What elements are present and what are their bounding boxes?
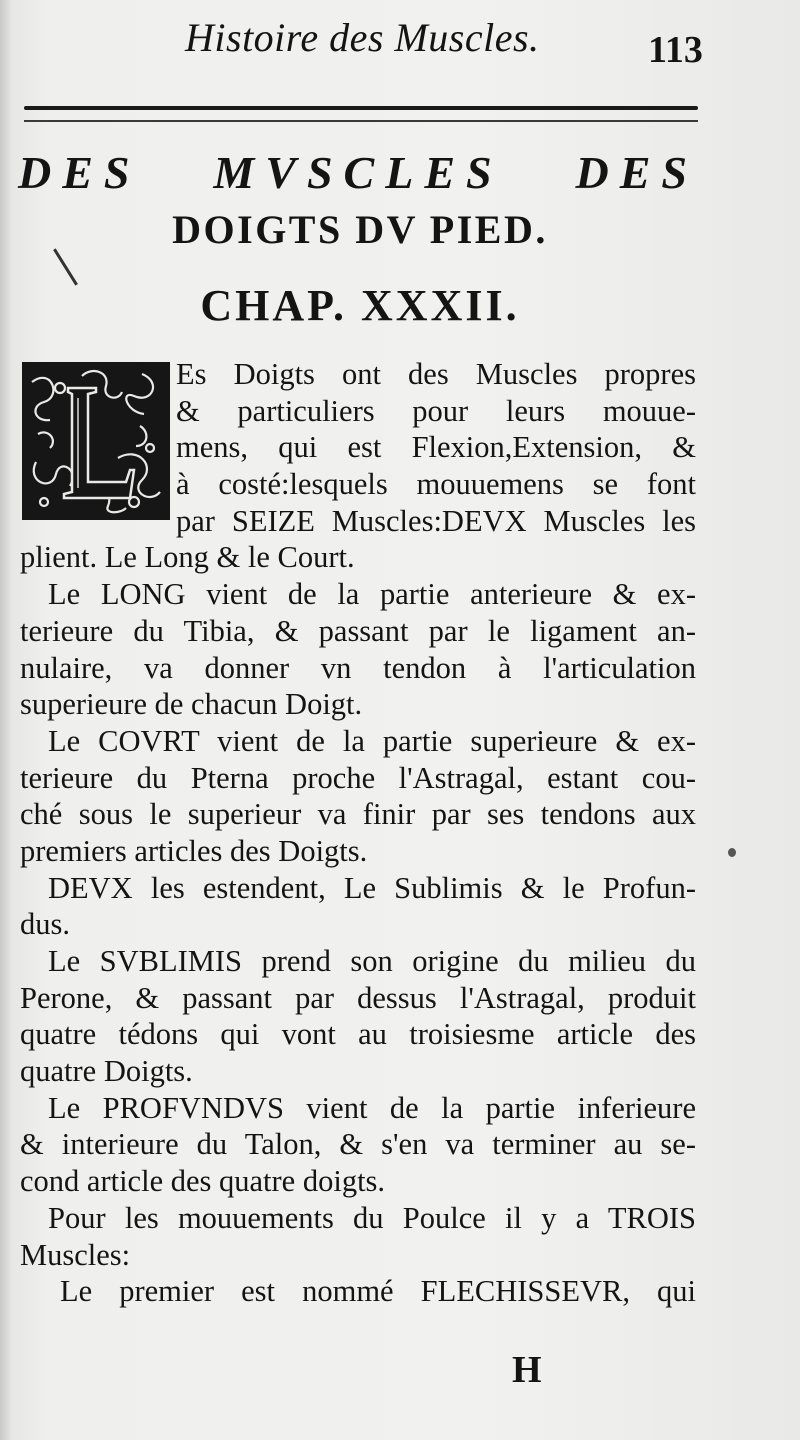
- text-line: par SEIZE Muscles:DEVX Muscles les: [176, 503, 696, 538]
- text-line: DEVX les estendent, Le Sublimis & le Profun-: [48, 870, 696, 905]
- text-line: mens, qui est Flexion,Extension, &: [176, 430, 696, 465]
- text-line: terieure du Pterna proche l'Astragal, estant cou-: [20, 760, 696, 795]
- chapter-number: CHAP. XXXII.: [200, 281, 520, 330]
- page-number: 113: [648, 29, 703, 71]
- title-word-2: MVSCLES: [213, 147, 503, 198]
- header-rule-thin: [24, 120, 698, 122]
- text-line: Pour les mouuements du Poulce il y a TROIS: [48, 1200, 696, 1235]
- text-line: & particuliers pour leurs mouue-: [176, 393, 696, 428]
- chapter-title-line-2: DOIGTS DV PIED.: [172, 207, 548, 252]
- text-line: à costé:lesquels mouuemens se font: [176, 467, 696, 502]
- text-line: Le PROFVNDVS vient de la partie inferieure: [48, 1090, 696, 1125]
- text-line: quatre Doigts.: [20, 1054, 193, 1089]
- text-line: Es Doigts ont des Muscles propres: [176, 357, 696, 391]
- text-line: Muscles:: [20, 1237, 131, 1272]
- catchword: H: [512, 1349, 542, 1391]
- text-body: [20, 356, 696, 1310]
- text-line: & interieure du Talon, & s'en va terminer au se-: [20, 1127, 696, 1162]
- text-line: Le LONG vient de la partie anterieure & ex-: [48, 577, 696, 612]
- text-line: superieure de chacun Doigt.: [20, 687, 363, 722]
- text-line: premiers articles des Doigts.: [20, 833, 368, 868]
- text-line: quatre tédons qui vont au troisiesme article des: [20, 1017, 696, 1052]
- title-word-3: DES: [575, 147, 698, 198]
- running-title: Histoire des Muscles.: [185, 15, 540, 60]
- text-line: ché sous le superieur va finir par ses tendons aux: [20, 797, 696, 832]
- text-line: terieure du Tibia, & passant par le ligament an-: [20, 613, 696, 648]
- header-rule: [24, 106, 698, 110]
- text-line: Le SVBLIMIS prend son origine du milieu du: [48, 944, 696, 978]
- chapter-title-line-1: [18, 146, 698, 199]
- text-line: plient. Le Long & le Court.: [20, 540, 355, 575]
- text-line: nulaire, va donner vn tendon à l'articulation: [20, 650, 696, 685]
- text-line: cond article des quatre doigts.: [20, 1164, 386, 1199]
- ink-spot: [728, 848, 736, 857]
- text-line: Le premier est nommé FLECHISSEVR, qui: [60, 1274, 696, 1309]
- text-line: Perone, & passant par dessus l'Astragal, produit: [20, 980, 696, 1015]
- title-word-1: DES: [18, 147, 141, 198]
- text-line: dus.: [20, 907, 70, 942]
- text-line: Le COVRT vient de la partie superieure & ex-: [48, 723, 696, 758]
